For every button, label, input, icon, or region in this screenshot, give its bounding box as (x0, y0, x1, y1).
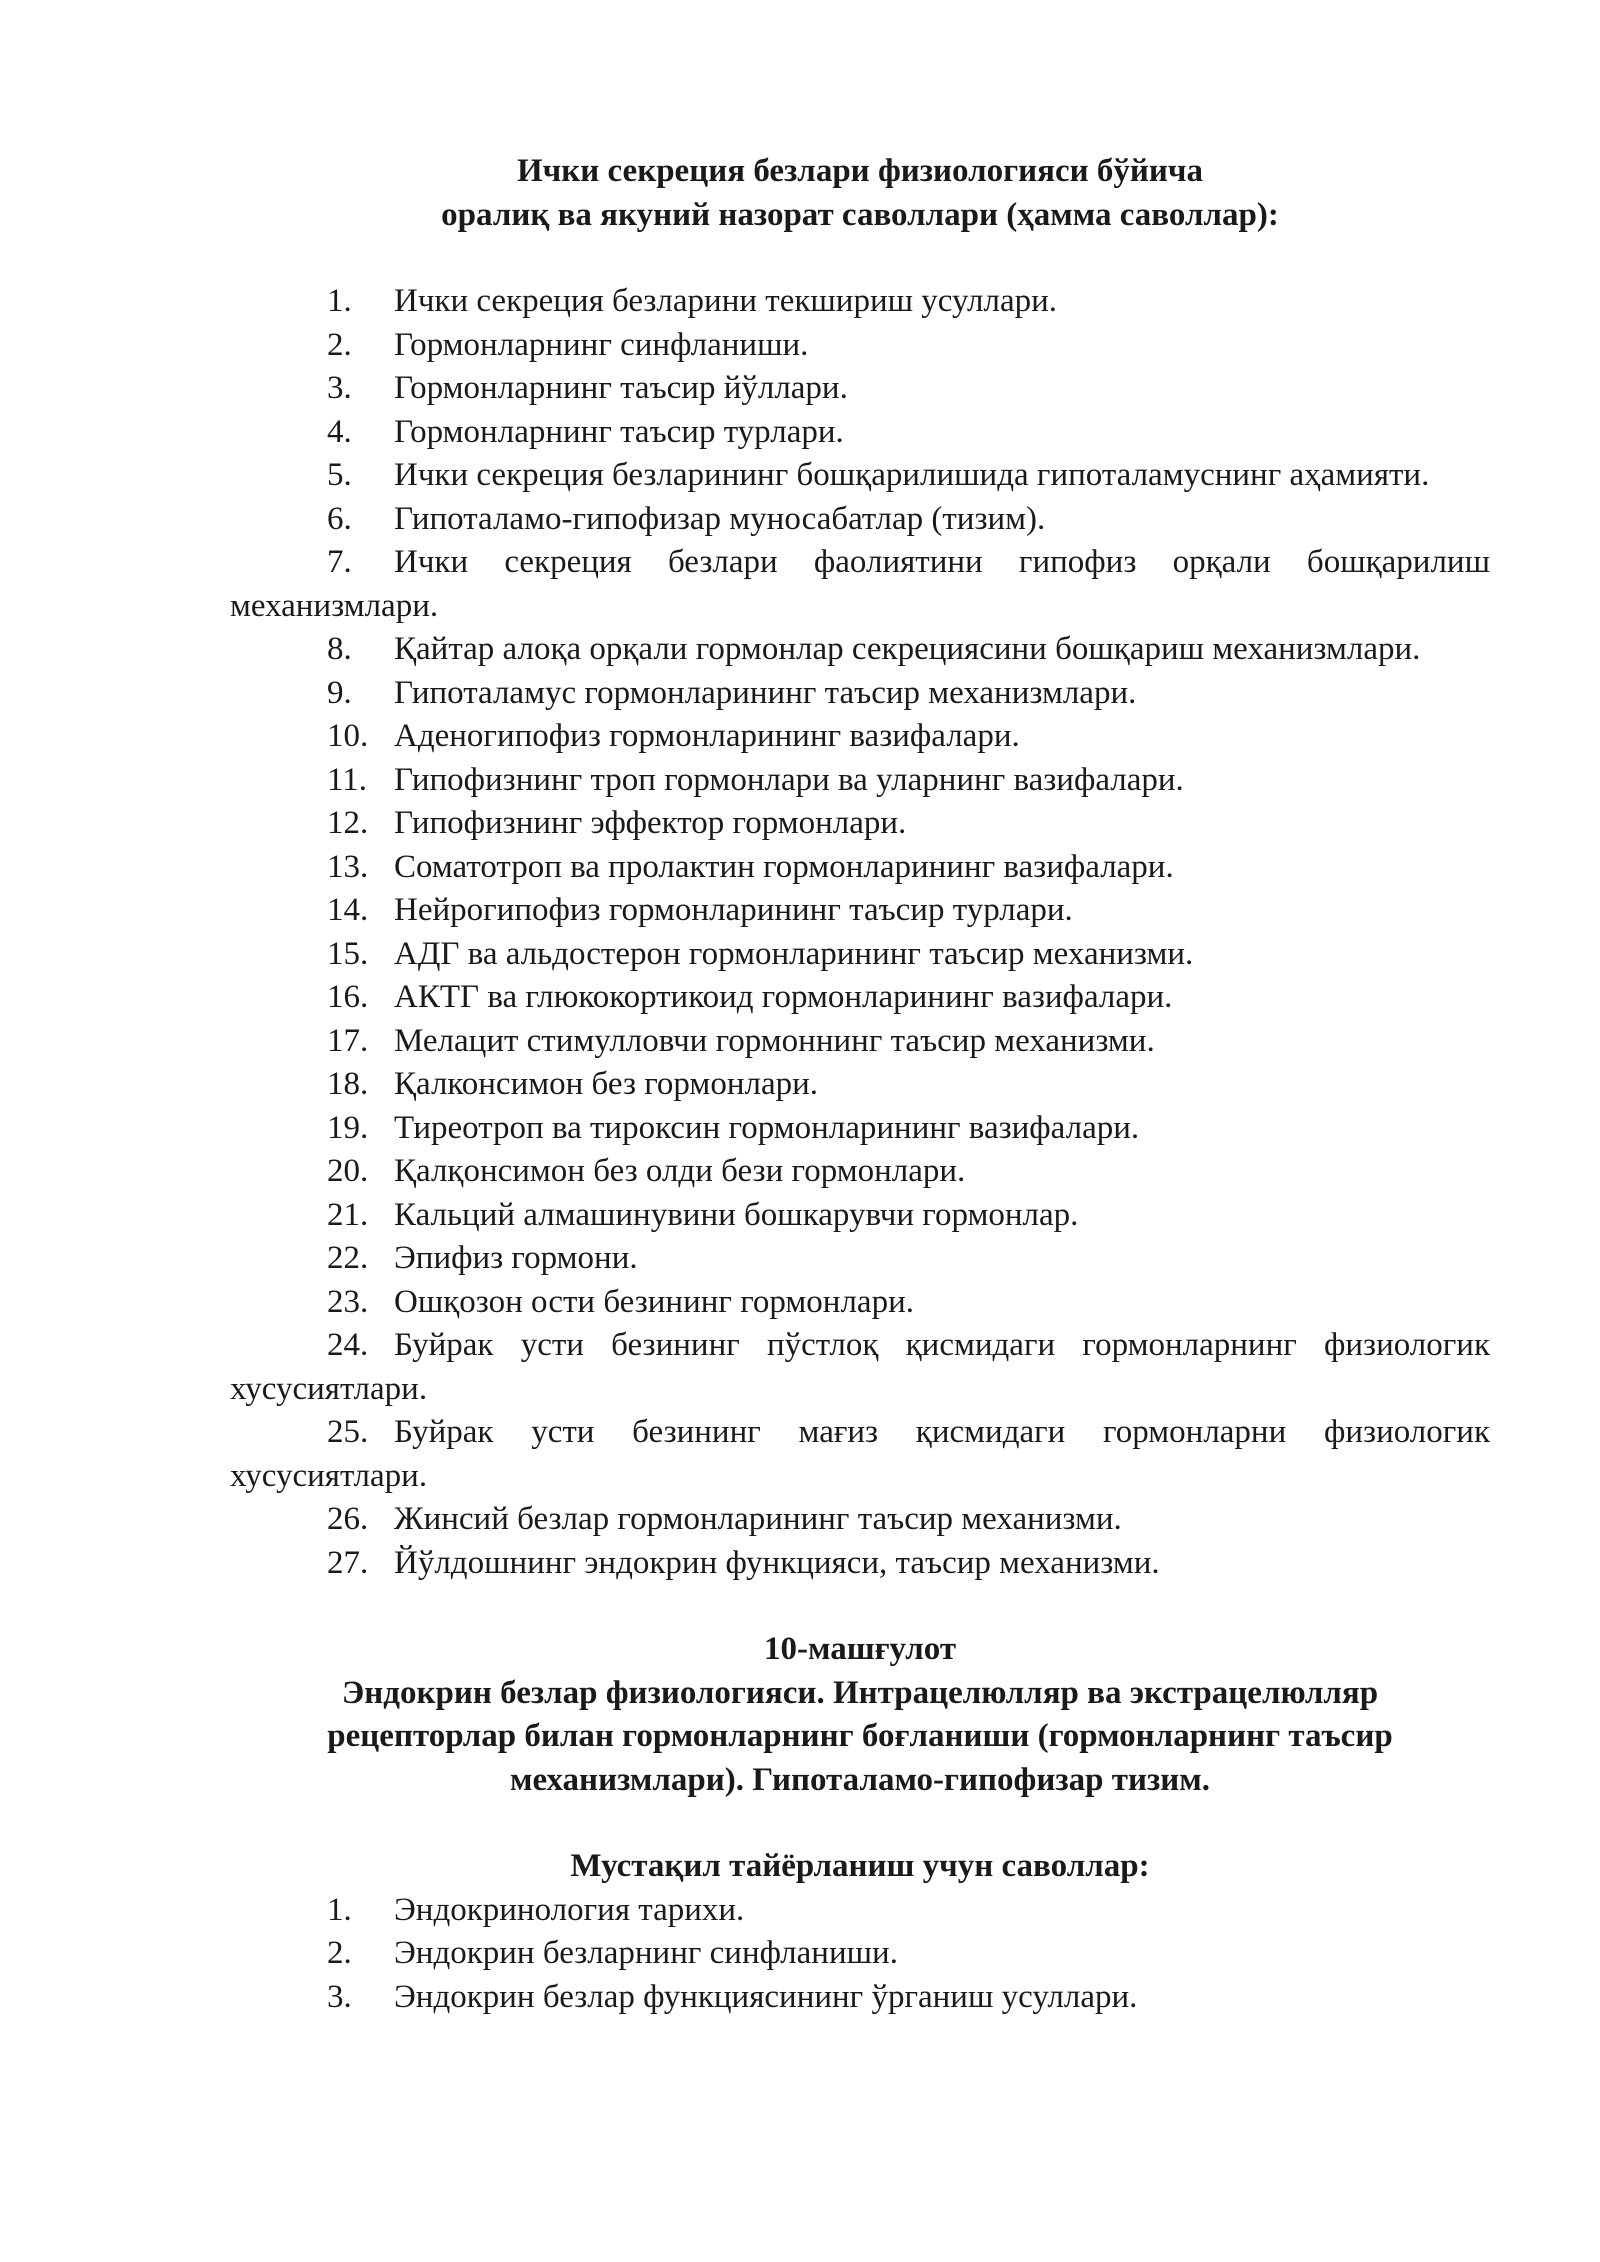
list-item (230, 672, 1490, 716)
self-study-list (230, 1889, 1490, 2020)
document-page (230, 150, 1490, 2019)
list-item (230, 933, 1490, 977)
list-item-number: 26. (327, 1501, 369, 1537)
list-item-number: 6. (327, 500, 352, 537)
list-item-text: Эндокринология тарихи. (394, 1891, 745, 1928)
list-item (230, 1194, 1490, 1238)
title-line-2: оралиқ ва якуний назорат саволлари (ҳамма саволлар): (441, 196, 1279, 233)
list-item-number: 11. (327, 761, 368, 798)
list-item (230, 1932, 1490, 1976)
list-item-text: Соматотроп ва пролактин гормонларининг вазифалари. (394, 848, 1174, 885)
section-heading (230, 1628, 1490, 1802)
list-item-number: 17. (327, 1022, 369, 1059)
list-item-number: 9. (327, 674, 352, 711)
list-item-number: 18. (327, 1066, 369, 1102)
list-item-text: Қалконсимон без гормонлари. (394, 1066, 819, 1102)
list-item-number: 2. (327, 326, 352, 363)
section-title-line-2: рецепторлар билан гормонларнинг боғланиши (гормонларнинг таъсир (327, 1718, 1393, 1754)
list-item (230, 541, 1490, 628)
list-item-number: 21. (327, 1196, 369, 1233)
list-item-number: 10. (327, 718, 369, 754)
section-title-line-1: Эндокрин безлар физиологияси. Интрацелюлляр ва экстрацелюлляр (341, 1674, 1379, 1711)
list-item (230, 1889, 1490, 1933)
list-item-text: Ички секреция безлари фаолиятини гипофиз орқали бошқарилиш механизмлари. (230, 544, 1490, 624)
list-item (230, 324, 1490, 368)
list-item (230, 1063, 1490, 1107)
list-item-text: АКТГ ва глюкокортикоид гормонларининг вазифалари. (394, 979, 1173, 1015)
list-item-number: 7. (327, 544, 352, 580)
list-item-number: 12. (327, 805, 369, 841)
list-item (230, 1976, 1490, 2020)
list-item-text: Эндокрин безларнинг синфланиши. (394, 1935, 898, 1971)
list-item-number: 3. (327, 370, 352, 406)
list-item-number: 15. (327, 935, 369, 972)
spacer (230, 1802, 1490, 1845)
title-line-1: Ички секреция безлари физиологияси бўйича (516, 153, 1204, 189)
list-item-number: 22. (327, 1240, 369, 1276)
list-item (230, 759, 1490, 803)
list-item-number: 14. (327, 892, 369, 928)
list-item-number: 16. (327, 979, 369, 1015)
spacer (230, 1585, 1490, 1628)
list-item-text: Эндокрин безлар функциясининг ўрганиш усуллари. (394, 1978, 1138, 2015)
list-item (230, 1281, 1490, 1325)
list-item-number: 4. (327, 413, 352, 450)
list-item-text: Буйрак усти безининг мағиз қисмидаги гормонларни физиологик хусусиятлари. (230, 1414, 1490, 1494)
list-item (230, 1324, 1490, 1411)
list-item (230, 411, 1490, 455)
list-item (230, 454, 1490, 498)
list-item-text: Гипофизнинг троп гормонлари ва уларнинг вазифалари. (394, 761, 1184, 798)
list-item (230, 846, 1490, 890)
list-item (230, 1542, 1490, 1586)
list-item (230, 280, 1490, 324)
list-item-text: АДГ ва альдостерон гормонларининг таъсир механизми. (394, 935, 1194, 972)
list-item-text: Мелацит стимулловчи гормоннинг таъсир механизми. (394, 1022, 1155, 1059)
list-item (230, 715, 1490, 759)
list-item-text: Гормонларнинг синфланиши. (394, 326, 809, 363)
list-item-text: Аденогипофиз гормонларининг вазифалари. (394, 718, 1020, 754)
list-item-text: Жинсий безлар гормонларининг таъсир механизми. (394, 1501, 1122, 1537)
list-item (230, 367, 1490, 411)
list-item-number: 24. (327, 1327, 369, 1363)
list-item-number: 3. (327, 1978, 352, 2015)
list-item-text: Кальций алмашинувини бошкарувчи гормонлар. (394, 1196, 1079, 1233)
list-item-text: Гипофизнинг эффектор гормонлари. (394, 805, 907, 841)
list-item (230, 1411, 1490, 1498)
list-item-number: 5. (327, 457, 352, 493)
list-item (230, 1107, 1490, 1151)
list-item-text: Қалқонсимон без олди бези гормонлари. (394, 1153, 966, 1189)
list-item-number: 23. (327, 1283, 369, 1320)
section-title-line-3: механизмлари). Гипоталамо-гипофизар тизим. (510, 1761, 1210, 1798)
list-item (230, 1020, 1490, 1064)
list-item-text: Нейрогипофиз гормонларининг таъсир турлари. (394, 892, 1073, 928)
session-label: 10-машғулот (763, 1631, 957, 1667)
list-item-text: Қайтар алоқа орқали гормонлар секрециясини бошқариш механизмлари. (394, 631, 1421, 667)
list-item (230, 1237, 1490, 1281)
self-study-heading: Мустақил тайёрланиш учун саволлар: (570, 1848, 1150, 1884)
list-item (230, 802, 1490, 846)
list-item-number: 25. (327, 1414, 369, 1450)
list-item-text: Ошқозон ости безининг гормонлари. (394, 1283, 914, 1320)
list-item-number: 19. (327, 1109, 369, 1146)
list-item-text: Эпифиз гормони. (394, 1240, 638, 1276)
questions-list (230, 280, 1490, 1585)
list-item-text: Ички секреция безларининг бошқарилишида гипоталамуснинг аҳамияти. (394, 457, 1430, 493)
list-item-text: Буйрак усти безининг пўстлоқ қисмидаги гормонларнинг физиологик хусусиятлари. (230, 1327, 1490, 1407)
list-item-number: 27. (327, 1544, 369, 1581)
list-item-text: Гипоталамус гормонларининг таъсир механизмлари. (394, 674, 1137, 711)
list-item-number: 1. (327, 283, 352, 319)
list-item-text: Тиреотроп ва тироксин гормонларининг вазифалари. (394, 1109, 1140, 1146)
list-item (230, 889, 1490, 933)
list-item-text: Гормонларнинг таъсир турлари. (394, 413, 844, 450)
document-title (230, 150, 1490, 237)
list-item-number: 13. (327, 848, 369, 885)
list-item-text: Гипоталамо-гипофизар муносабатлар (тизим). (394, 500, 1046, 537)
list-item-number: 8. (327, 631, 352, 667)
list-item-number: 20. (327, 1153, 369, 1189)
list-item-number: 2. (327, 1935, 352, 1971)
list-item-text: Ички секреция безларини текшириш усуллари. (394, 283, 1058, 319)
list-item-text: Гормонларнинг таъсир йўллари. (394, 370, 848, 406)
list-item (230, 498, 1490, 542)
spacer (230, 237, 1490, 280)
list-item (230, 976, 1490, 1020)
list-item (230, 1498, 1490, 1542)
list-item-number: 1. (327, 1891, 352, 1928)
list-item (230, 1150, 1490, 1194)
list-item (230, 628, 1490, 672)
list-item-text: Йўлдошнинг эндокрин функцияси, таъсир механизми. (394, 1544, 1160, 1581)
